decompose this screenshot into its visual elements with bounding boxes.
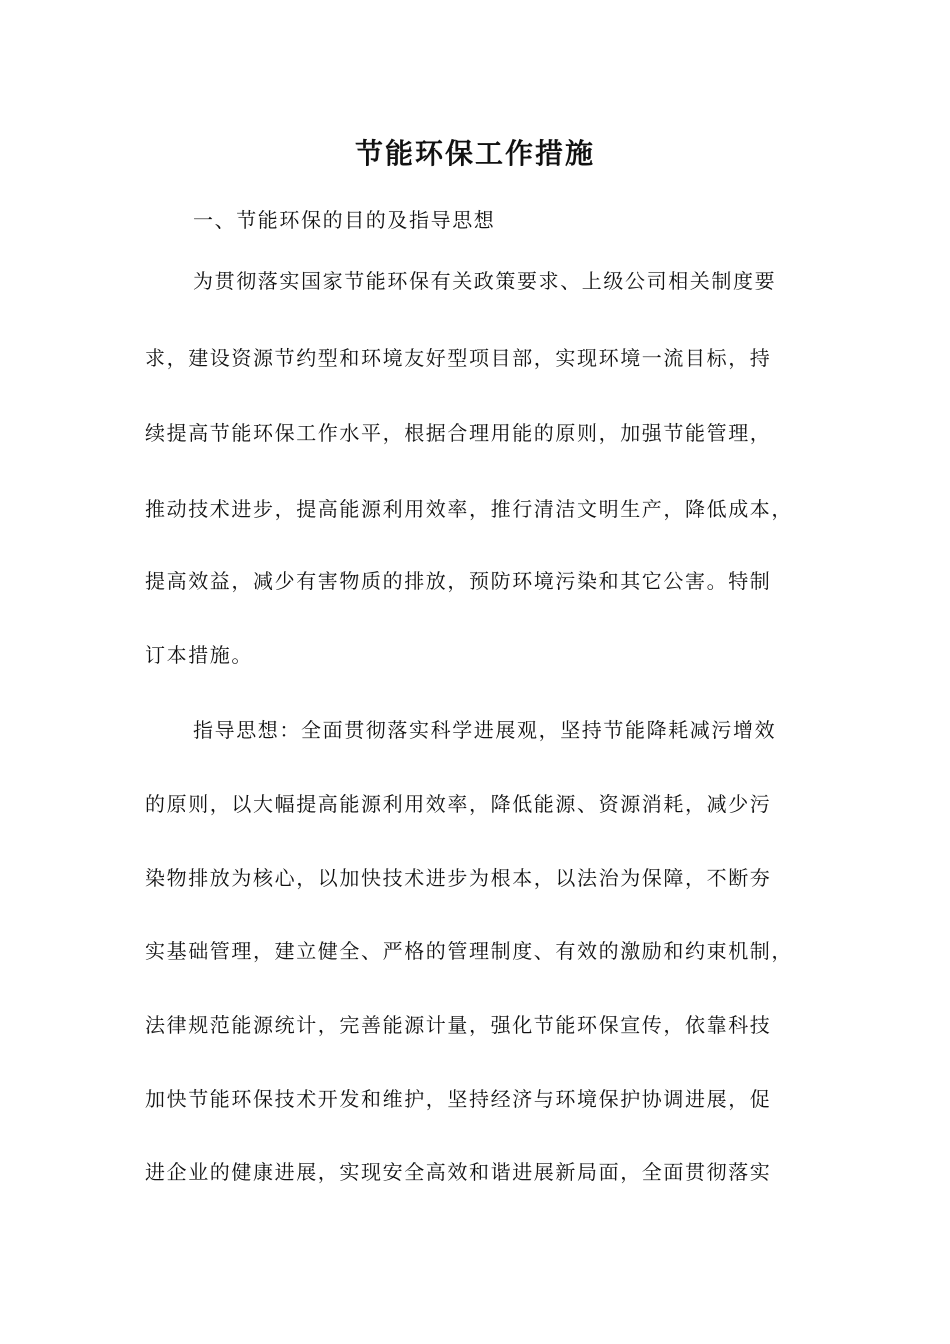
paragraph1-line: 提高效益，减少有害物质的排放，预防环境污染和其它公害。特制 [145,569,772,593]
section-heading: 一、节能环保的目的及指导思想 [193,208,496,232]
paragraph2-line: 实基础管理，建立健全、严格的管理制度、有效的激励和约束机制， [145,939,793,963]
paragraph2-line: 的原则，以大幅提高能源利用效率，降低能源、资源消耗，减少污 [145,792,772,816]
paragraph2-line: 指导思想：全面贯彻落实科学进展观，坚持节能降耗减污增效 [193,718,777,742]
paragraph1-line: 推动技术进步，提高能源利用效率，推行清洁文明生产，降低成本， [145,497,793,521]
paragraph1-line: 订本措施。 [145,643,253,667]
paragraph2-line: 加快节能环保技术开发和维护，坚持经济与环境保护协调进展，促 [145,1087,772,1111]
paragraph1-line: 续提高节能环保工作水平，根据合理用能的原则，加强节能管理， [145,421,772,445]
paragraph2-line: 染物排放为核心，以加快技术进步为根本，以法治为保障，不断夯 [145,866,772,890]
paragraph2-line: 法律规范能源统计，完善能源计量，强化节能环保宣传，依靠科技 [145,1013,772,1037]
paragraph1-line: 求，建设资源节约型和环境友好型项目部，实现环境一流目标，持 [145,346,772,370]
paragraph1-line: 为贯彻落实国家节能环保有关政策要求、上级公司相关制度要 [193,269,777,293]
document-title: 节能环保工作措施 [354,137,595,170]
paragraph2-line: 进企业的健康进展，实现安全高效和谐进展新局面，全面贯彻落实 [145,1160,772,1184]
